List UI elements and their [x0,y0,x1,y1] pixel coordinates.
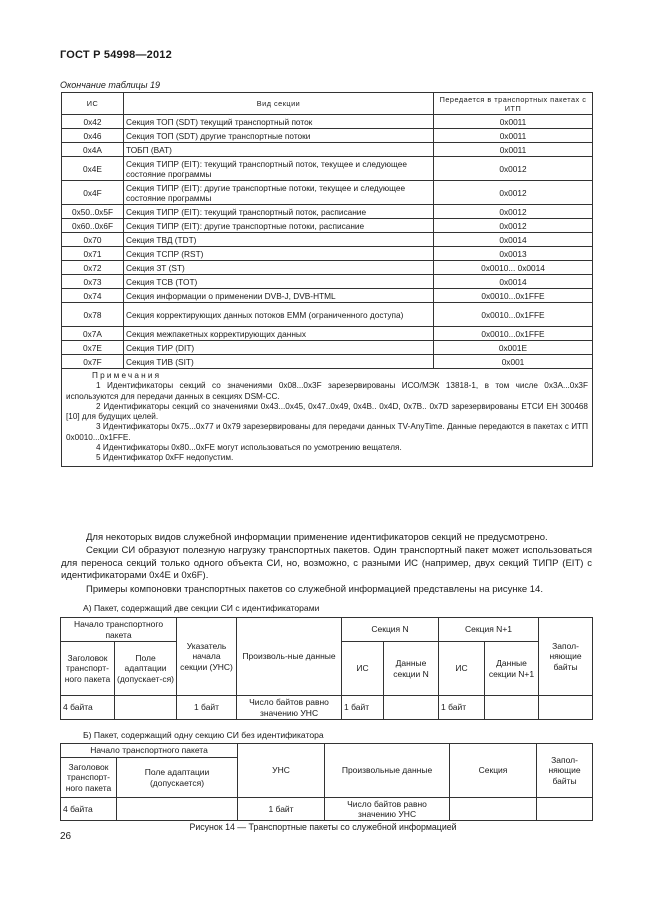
section-type-cell: Секция ТИПР (EIT): другие транспортные потоки, текущее и следующее состояние программы [124,181,434,205]
note-item: 3 Идентификаторы 0x75...0x77 и 0x79 зарезервированы для передачи данных TV-AnyTime. Данные передаются в пакетах с ИТП 0x0010...0x1FFE. [66,422,588,442]
pid-cell: 0x0011 [434,143,593,157]
adaptation-cell: Поле адаптации (допускает-ся) [115,642,177,696]
pointer-cell: Указатель начала секции (УНС) [177,618,237,696]
section-type-cell: Секция ТСВ (TOT) [124,275,434,289]
table-row [62,115,593,129]
table-19 [61,92,593,467]
value-section-data-n1 [485,696,539,720]
section-type-cell: Секция ТОП (SDT) текущий транспортный поток [124,115,434,129]
table-row [62,233,593,247]
paragraph-1: Для некоторых видов служебной информации применение идентификаторов секций не предусмотрено. [86,532,548,543]
table-row [62,181,593,205]
figure-table-b [60,743,593,821]
page-number: 26 [60,831,72,842]
pid-cell: 0x0010...0x1FFE [434,303,593,327]
value-arbitrary-size: Число байтов равно значению УНС [325,798,450,821]
value-section-data-n [384,696,439,720]
section-type-cell: ТОБП (BAT) [124,143,434,157]
pid-cell: 0x0012 [434,205,593,219]
value-section [450,798,537,821]
pid-cell: 0x0010... 0x0014 [434,261,593,275]
section-id-cell: 0x78 [62,303,124,327]
note-item: 5 Идентификатор 0xFF недопустим. [96,453,234,463]
paragraph-2: Секции СИ образуют полезную нагрузку транспортных пакетов. Один транспортный пакет может использоваться для переноса секций только одного объекта СИ, но, возможно, с разными ИС (например, двух секций ТИПР (EIT) с идентификаторами 0x4E и 0x6F). [61,545,592,581]
table-row [62,275,593,289]
table-row [62,205,593,219]
section-cell: Секция [450,744,537,798]
section-type-cell: Секция ЗТ (ST) [124,261,434,275]
figure-caption-a: А) Пакет, содержащий две секции СИ с идентификаторами [83,603,320,613]
pid-cell: 0x0011 [434,115,593,129]
section-type-cell: Секция ТИВ (SIT) [124,355,434,369]
fill-bytes-cell: Запол-няющие байты [537,744,593,798]
section-id-cell: 0x60..0x6F [62,219,124,233]
value-adaptation [117,798,238,821]
section-id-cell: 0x73 [62,275,124,289]
table-row [62,289,593,303]
section-id-cell: 0x72 [62,261,124,275]
adaptation-cell: Поле адаптации (допускается) [117,758,238,798]
pid-cell: 0x0013 [434,247,593,261]
section-type-cell: Секция межпакетных корректирующих данных [124,327,434,341]
figure-table-a [60,617,593,720]
table-row [62,143,593,157]
table-row [62,247,593,261]
paragraph-3: Примеры компоновки транспортных пакетов со служебной информацией представлены на рисунке 14. [86,584,543,595]
section-id-n1-cell: ИС [439,642,485,696]
table-row [62,261,593,275]
table-row [62,341,593,355]
doc-header: ГОСТ Р 54998—2012 [60,49,172,61]
value-header-size: 4 байта [61,798,117,821]
notes-title: Примечания [92,371,162,380]
pid-cell: 0x0010...0x1FFE [434,289,593,303]
notes-row [62,369,593,467]
header-cell: Заголовок транспорт-ного пакета [61,758,117,798]
section-type-cell: Секция ТСПР (RST) [124,247,434,261]
value-fill [539,696,593,720]
pid-cell: 0x0012 [434,157,593,181]
pid-cell: 0x0011 [434,129,593,143]
note-item: 2 Идентификаторы секций со значениями 0x43...0x45, 0x47..0x49, 0x4B.. 0x4D, 0x7B.. 0x7D зарезервированы ЕТСИ ЕН 300468 [10] для будущих целей. [66,401,588,422]
section-data-n-cell: Данные секции N [384,642,439,696]
pid-cell: 0x0012 [434,181,593,205]
section-id-cell: 0x4A [62,143,124,157]
table-row [62,327,593,341]
value-adaptation [115,696,177,720]
figure-caption-b: Б) Пакет, содержащий одну секцию СИ без идентификатора [83,730,324,740]
notes-cell [62,369,593,467]
table-header-row [62,93,593,115]
value-fill [537,798,593,821]
section-type-cell: Секция информации о применении DVB-J, DVB-HTML [124,289,434,303]
section-id-cell: 0x7E [62,341,124,355]
packet-start-cell: Начало транспортного пакета [61,618,177,642]
fill-bytes-cell: Запол-няющие байты [539,618,593,696]
pid-cell: 0x0014 [434,275,593,289]
table-row [62,219,593,233]
value-section-id-n1: 1 байт [439,696,485,720]
pid-cell: 0x0014 [434,233,593,247]
section-id-cell: 0x74 [62,289,124,303]
pid-cell: 0x001E [434,341,593,355]
section-id-cell: 0x4E [62,157,124,181]
header-cell: Заголовок транспорт-ного пакета [61,642,115,696]
note-item: 4 Идентификаторы 0x80...0xFE могут использоваться по усмотрению вещателя. [96,443,402,453]
section-type-cell: Секция ТИР (DIT) [124,341,434,355]
table-row [62,303,593,327]
value-pointer-size: 1 байт [238,798,325,821]
value-header-size: 4 байта [61,696,115,720]
section-id-cell: 0x7F [62,355,124,369]
table-row [62,157,593,181]
value-section-id-n: 1 байт [342,696,384,720]
section-id-cell: 0x4F [62,181,124,205]
section-id-cell: 0x46 [62,129,124,143]
section-type-cell: Секция ТИПР (EIT): текущий транспортный поток, текущее и следующее состояние программы [124,157,434,181]
pid-cell: 0x0012 [434,219,593,233]
section-n1-cell: Секция N+1 [439,618,539,642]
note-item: 1 Идентификаторы секций со значениями 0x08...0x3F зарезервированы ИСО/МЭК 13818-1, в том числе 0x3A...0x3F используются для передачи данных в секциях DSM-CC. [66,381,588,401]
col-header-type: Вид секции [124,93,434,115]
section-id-cell: 0x71 [62,247,124,261]
pointer-cell: УНС [238,744,325,798]
section-id-n-cell: ИС [342,642,384,696]
section-data-n1-cell: Данные секции N+1 [485,642,539,696]
section-type-cell: Секция ТОП (SDT) другие транспортные потоки [124,129,434,143]
figure-title: Рисунок 14 — Транспортные пакеты со служебной информацией [189,822,457,832]
value-pointer-size: 1 байт [177,696,237,720]
pid-cell: 0x001 [434,355,593,369]
section-type-cell: Секция ТВД (TDT) [124,233,434,247]
section-id-cell: 0x50..0x5F [62,205,124,219]
pid-cell: 0x0010...0x1FFE [434,327,593,341]
table-row [62,355,593,369]
table-row [62,129,593,143]
arbitrary-data-cell: Произволь-ные данные [237,618,342,696]
section-id-cell: 0x70 [62,233,124,247]
arbitrary-data-cell: Произвольные данные [325,744,450,798]
col-header-id: ИС [62,93,124,115]
col-header-pid: Передается в транспортных пакетах с ИТП [434,93,593,115]
section-type-cell: Секция корректирующих данных потоков EMM (ограниченного доступа) [124,303,434,327]
value-arbitrary-size: Число байтов равно значению УНС [237,696,342,720]
section-type-cell: Секция ТИПР (EIT): другие транспортные потоки, расписание [124,219,434,233]
table-continuation-label: Окончание таблицы 19 [60,80,160,90]
section-type-cell: Секция ТИПР (EIT): текущий транспортный поток, расписание [124,205,434,219]
section-id-cell: 0x42 [62,115,124,129]
section-id-cell: 0x7A [62,327,124,341]
section-n-cell: Секция N [342,618,439,642]
packet-start-cell: Начало транспортного пакета [61,744,238,758]
